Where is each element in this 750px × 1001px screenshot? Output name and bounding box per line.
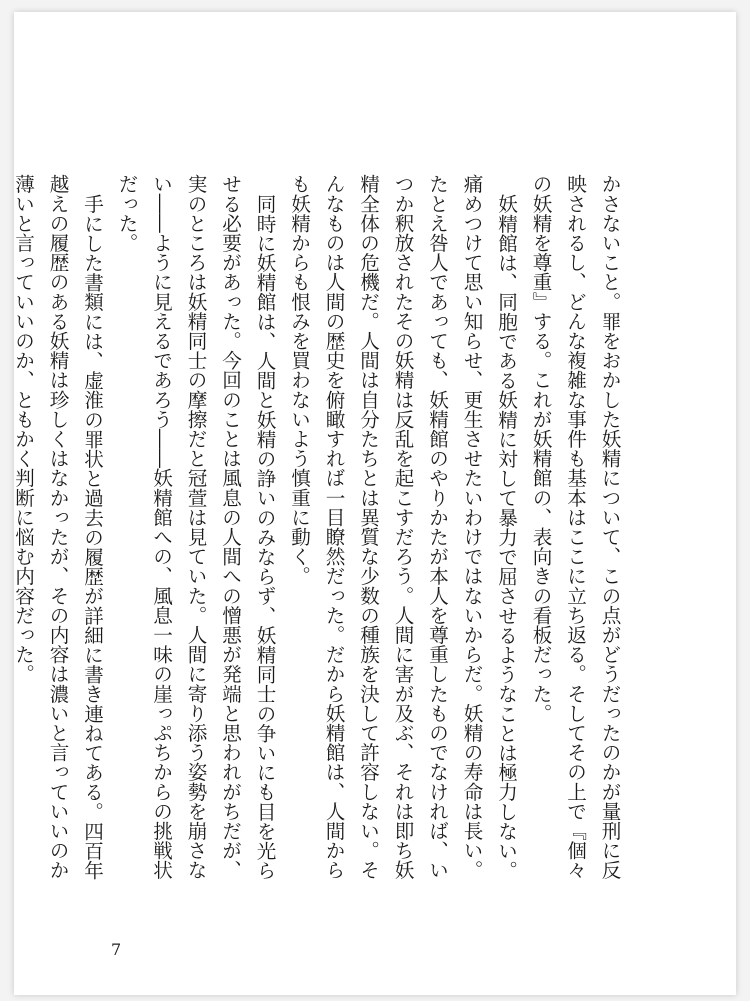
paragraph-4: 手にした書類には、虚淮の罪状と過去の履歴が詳細に書き連ねてある。四百年越えの履歴のある妖精は珍しくはなかったが、その内容は濃いと言っていいのか薄いと言っていいのか、ともかく判断に悩む内容だった。 <box>11 174 104 880</box>
paragraph-2: 妖精館は、同胞である妖精に対して暴力で屈させるようなことは極力しない。痛めつけて思い知らせ、更生させたいわけではないからだ。妖精の寿命は長い。たとえ咎人であっても、妖精館のやりかたが本人を尊重したものでなければ、いつか釈放されたその妖精は反乱を起こすだろう。人間に害が及ぶ、それは即ち妖精全体の危機だ。人間は自分たちとは異質な少数の種族を決して許容しない。そんなものは人間の歴史を俯瞰すれば一目瞭然だった。だから妖精館は、人間からも妖精からも恨みを買わないよう慎重に動く。 <box>287 174 518 880</box>
body-text <box>5 174 626 884</box>
paragraph-3: 同時に妖精館は、人間と妖精の諍いのみならず、妖精同士の争いにも目を光らせる必要があった。今回のことは風息の人間への憎悪が発端と思われがちだが、実のところは妖精同士の摩擦だと冠萱は見ていた。人間に寄り添う姿勢を崩さない――ように見えるであろう――妖精館への、風息一味の崖っぷちからの挑戦状だった。 <box>115 174 276 880</box>
book-page <box>11 12 736 995</box>
paragraph-1: かさないこと。罪をおかした妖精について、この点がどうだったのかが量刑に反映されるし、どんな複雑な事件も基本はここに立ち返る。そしてその上で『個々の妖精を尊重』する。これが妖精館の、表向きの看板だった。 <box>529 174 621 880</box>
page-number: 7 <box>111 940 122 959</box>
